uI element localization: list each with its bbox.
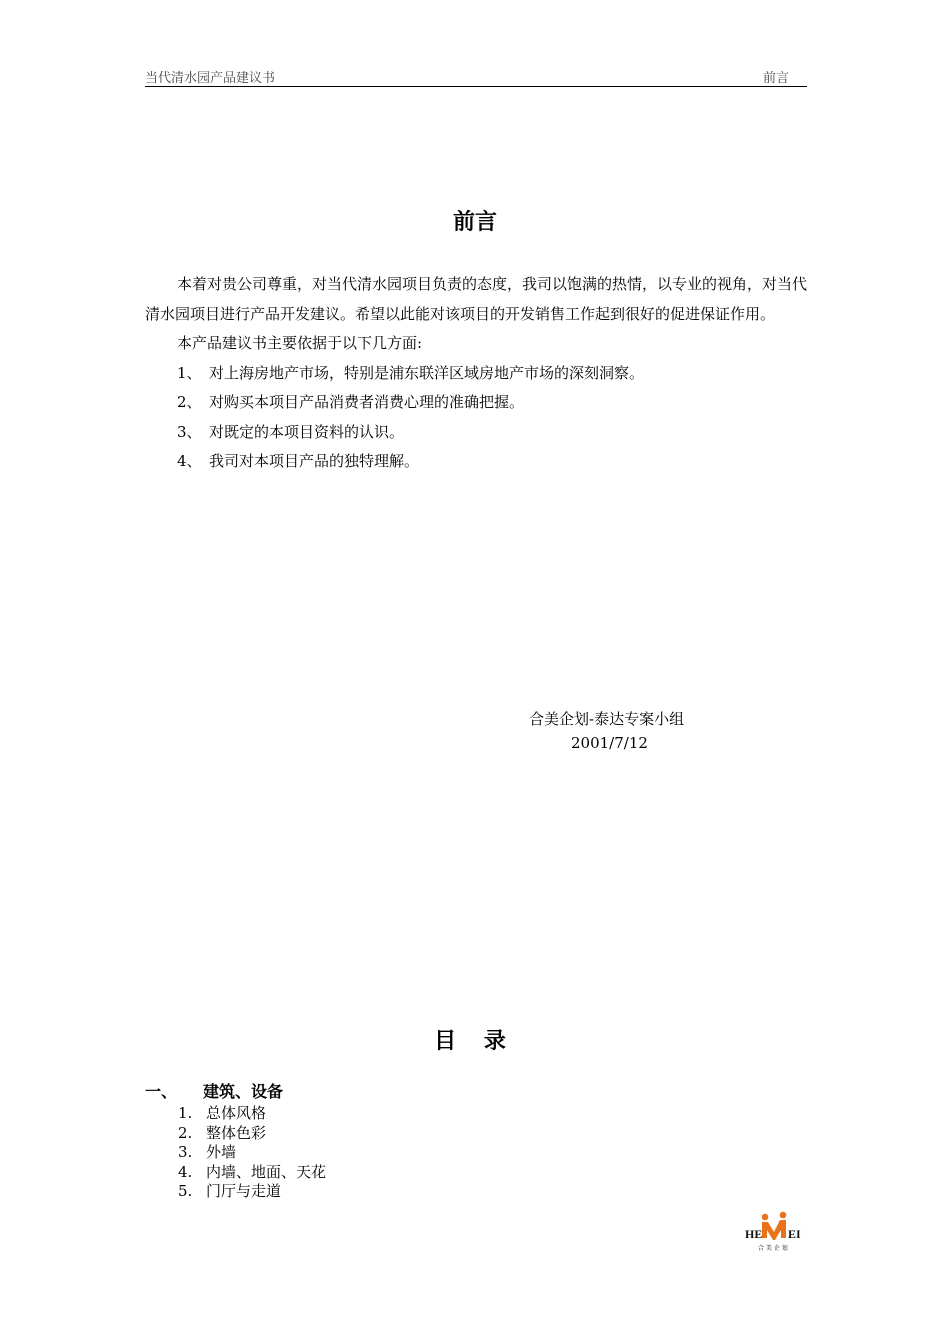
list-item-text: 对上海房地产市场，特别是浦东联洋区域房地产市场的深刻洞察。 bbox=[209, 363, 645, 382]
toc-item-number: 1. bbox=[178, 1104, 193, 1122]
list-item-text: 我司对本项目产品的独特理解。 bbox=[209, 452, 420, 470]
toc-item-number: 2. bbox=[178, 1123, 193, 1142]
list-item-text: 对购买本项目产品消费者消费心理的准确把握。 bbox=[209, 393, 525, 411]
table-of-contents bbox=[145, 1080, 807, 1202]
toc-item[interactable] bbox=[145, 1163, 807, 1183]
preface-intro: 本产品建议书主要依据于以下几方面: bbox=[177, 334, 423, 352]
toc-item-number: 4. bbox=[178, 1162, 193, 1181]
logo-figures-icon bbox=[762, 1212, 787, 1240]
toc-item[interactable] bbox=[145, 1124, 807, 1144]
toc-item[interactable] bbox=[145, 1143, 807, 1163]
list-item bbox=[145, 447, 807, 477]
toc-item-number: 5. bbox=[178, 1182, 193, 1200]
list-item-text: 对既定的本项目资料的认识。 bbox=[209, 422, 405, 441]
list-item bbox=[145, 418, 807, 448]
list-item-number: 1、 bbox=[177, 363, 202, 382]
list-item-number: 4、 bbox=[177, 452, 202, 470]
toc-section-label: 建筑、设备 bbox=[203, 1082, 284, 1101]
hemei-logo bbox=[744, 1208, 810, 1256]
preface-paragraph: 本着对贵公司尊重，对当代清水园项目负责的态度，我司以饱满的热情，以专业的视角，对当代清水园项目进行产品开发建议。希望以此能对该项目的开发销售工作起到很好的促进保证作用。 bbox=[145, 275, 808, 323]
toc-item-label: 外墙 bbox=[206, 1143, 237, 1161]
list-item-number: 2、 bbox=[177, 393, 202, 411]
basis-list bbox=[145, 359, 807, 477]
toc-item[interactable] bbox=[145, 1104, 807, 1124]
toc-item[interactable] bbox=[145, 1182, 807, 1202]
logo-right-letters: EI bbox=[788, 1227, 801, 1241]
header-document-title: 当代清水园产品建议书 bbox=[145, 71, 276, 86]
toc-section-heading[interactable] bbox=[145, 1080, 807, 1104]
toc-item-list bbox=[145, 1104, 807, 1202]
signature-date: 2001/7/12 bbox=[571, 734, 648, 752]
toc-title: 目 录 bbox=[434, 1028, 516, 1054]
logo-subtext: 合 美 企 划 bbox=[758, 1245, 788, 1252]
header-section-name: 前言 bbox=[762, 71, 789, 86]
toc-item-label: 内墙、地面、天花 bbox=[206, 1162, 327, 1181]
page-header bbox=[145, 67, 807, 87]
toc-item-number: 3. bbox=[178, 1143, 193, 1161]
preface-title: 前言 bbox=[452, 209, 497, 235]
toc-item-label: 门厅与走道 bbox=[206, 1182, 282, 1200]
logo-left-letters: HE bbox=[745, 1227, 763, 1241]
toc-section-number: 一、 bbox=[145, 1082, 178, 1101]
list-item bbox=[145, 359, 807, 389]
list-item bbox=[145, 388, 807, 418]
signature: 合美企划-泰达专案小组 bbox=[529, 710, 685, 728]
toc-item-label: 整体色彩 bbox=[206, 1123, 267, 1142]
toc-item-label: 总体风格 bbox=[206, 1104, 267, 1122]
preface-body bbox=[145, 270, 807, 477]
list-item-number: 3、 bbox=[177, 422, 202, 441]
